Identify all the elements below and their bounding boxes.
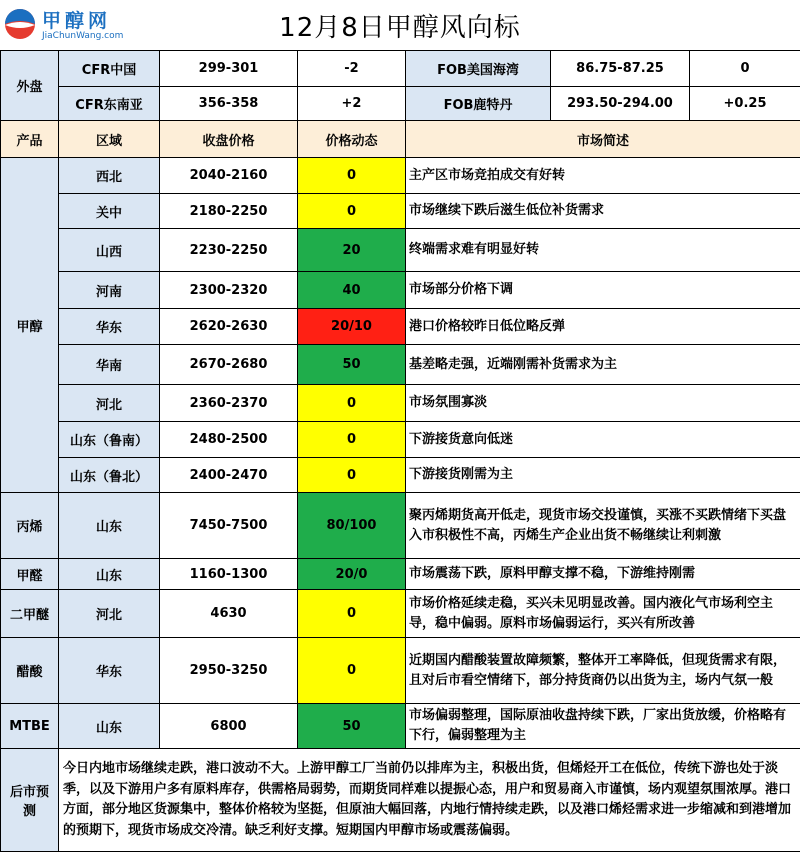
header-product: 产品 <box>1 121 59 158</box>
change-cell: 0 <box>298 638 406 704</box>
price-cell: 2360-2370 <box>160 385 298 422</box>
methanol-indicator-table <box>0 50 800 852</box>
summary-cell: 主产区市场竞拍成交有好转 <box>406 158 800 194</box>
price-cell: 2480-2500 <box>160 422 298 458</box>
product-row <box>1 559 800 590</box>
change-cell: 20/0 <box>298 559 406 590</box>
region-cell: 关中 <box>59 194 160 229</box>
summary-cell: 市场继续下跌后滋生低位补货需求 <box>406 194 800 229</box>
region-cell: 山东 <box>59 704 160 749</box>
market-price: 293.50-294.00 <box>551 87 690 121</box>
change-cell: 50 <box>298 704 406 749</box>
region-cell: 河南 <box>59 272 160 309</box>
market-change: +0.25 <box>690 87 800 121</box>
market-change: -2 <box>298 51 406 87</box>
price-cell: 2670-2680 <box>160 345 298 385</box>
price-cell: 2620-2630 <box>160 309 298 345</box>
summary-cell: 终端需求难有明显好转 <box>406 229 800 272</box>
product-label: MTBE <box>1 704 59 749</box>
product-row <box>1 493 800 559</box>
methanol-row <box>1 422 800 458</box>
methanol-row <box>1 158 800 194</box>
change-cell: 20/10 <box>298 309 406 345</box>
methanol-row <box>1 345 800 385</box>
change-cell: 0 <box>298 458 406 493</box>
methanol-row <box>1 194 800 229</box>
product-row <box>1 638 800 704</box>
region-cell: 山东（鲁北） <box>59 458 160 493</box>
region-cell: 华东 <box>59 638 160 704</box>
product-row <box>1 704 800 749</box>
forecast-row <box>1 749 800 852</box>
external-market-row <box>1 51 800 87</box>
price-cell: 1160-1300 <box>160 559 298 590</box>
change-cell: 0 <box>298 422 406 458</box>
market-price: 86.75-87.25 <box>551 51 690 87</box>
region-cell: 西北 <box>59 158 160 194</box>
price-cell: 4630 <box>160 590 298 638</box>
market-price: 356-358 <box>160 87 298 121</box>
change-cell: 0 <box>298 385 406 422</box>
market-name: FOB美国海湾 <box>406 51 551 87</box>
external-market-row <box>1 87 800 121</box>
region-cell: 山东 <box>59 559 160 590</box>
summary-cell: 市场部分价格下调 <box>406 272 800 309</box>
summary-cell: 港口价格较昨日低位略反弹 <box>406 309 800 345</box>
column-header-row <box>1 121 800 158</box>
methanol-row <box>1 309 800 345</box>
page-title: 12月8日甲醇风向标 <box>279 13 521 43</box>
region-cell: 华南 <box>59 345 160 385</box>
price-cell: 2950-3250 <box>160 638 298 704</box>
header-summary: 市场简述 <box>406 121 800 158</box>
summary-cell: 市场价格延续走稳，买兴未见明显改善。国内液化气市场利空主导，稳中偏弱。原料市场偏弱运行，买兴有所改善 <box>406 590 800 638</box>
market-name: CFR东南亚 <box>59 87 160 121</box>
forecast-label: 后市预测 <box>1 749 59 852</box>
product-label: 醋酸 <box>1 638 59 704</box>
product-label: 丙烯 <box>1 493 59 559</box>
product-label: 二甲醚 <box>1 590 59 638</box>
market-name: CFR中国 <box>59 51 160 87</box>
change-cell: 80/100 <box>298 493 406 559</box>
change-cell: 50 <box>298 345 406 385</box>
summary-cell: 聚丙烯期货高开低走，现货市场交投谨慎，买涨不买跌情绪下买盘入市积极性不高，丙烯生产企业出货不畅继续让利刺激 <box>406 493 800 559</box>
price-cell: 6800 <box>160 704 298 749</box>
price-cell: 2230-2250 <box>160 229 298 272</box>
region-cell: 山西 <box>59 229 160 272</box>
price-cell: 2180-2250 <box>160 194 298 229</box>
report-header <box>0 0 800 50</box>
methanol-row <box>1 458 800 493</box>
region-cell: 河北 <box>59 385 160 422</box>
change-cell: 0 <box>298 194 406 229</box>
market-change: +2 <box>298 87 406 121</box>
header-price: 收盘价格 <box>160 121 298 158</box>
region-cell: 山东（鲁南） <box>59 422 160 458</box>
market-price: 299-301 <box>160 51 298 87</box>
region-cell: 华东 <box>59 309 160 345</box>
methanol-row <box>1 385 800 422</box>
price-cell: 7450-7500 <box>160 493 298 559</box>
region-cell: 河北 <box>59 590 160 638</box>
market-name: FOB鹿特丹 <box>406 87 551 121</box>
change-cell: 0 <box>298 590 406 638</box>
forecast-text: 今日内地市场继续走跌，港口波动不大。上游甲醇工厂当前仍以排库为主，积极出货，但烯烃开工在低位，传统下游也处于淡季，以及下游用户多有原料库存，供需格局弱势，而期货同样难以提振心态，用户和贸易商入市谨慎，场内观望氛围浓厚。港口方面，部分地区货源集中，整体价格较为坚挺，但原油大幅回落，内地行情持续走跌，以及港口烯烃需求进一步缩减和到港增加的预期下，现货市场成交冷清。缺乏利好支撑。短期国内甲醇市场或震荡偏弱。 <box>59 749 800 852</box>
header-change: 价格动态 <box>298 121 406 158</box>
summary-cell: 市场氛围寡淡 <box>406 385 800 422</box>
summary-cell: 下游接货意向低迷 <box>406 422 800 458</box>
summary-cell: 市场偏弱整理，国际原油收盘持续下跌，厂家出货放缓，价格略有下行，偏弱整理为主 <box>406 704 800 749</box>
logo-url: JiaChunWang.com <box>42 31 124 41</box>
logo-text: 甲醇网 <box>42 10 112 32</box>
product-row <box>1 590 800 638</box>
price-cell: 2300-2320 <box>160 272 298 309</box>
region-cell: 山东 <box>59 493 160 559</box>
product-label: 甲醛 <box>1 559 59 590</box>
product-label-methanol: 甲醇 <box>1 158 59 493</box>
market-change: 0 <box>690 51 800 87</box>
change-cell: 40 <box>298 272 406 309</box>
summary-cell: 市场震荡下跌，原料甲醇支撑不稳，下游维持刚需 <box>406 559 800 590</box>
price-cell: 2400-2470 <box>160 458 298 493</box>
change-cell: 20 <box>298 229 406 272</box>
summary-cell: 近期国内醋酸装置故障频繁，整体开工率降低，但现货需求有限，且对后市看空情绪下，部分持货商仍以出货为主，场内气氛一般 <box>406 638 800 704</box>
price-cell: 2040-2160 <box>160 158 298 194</box>
external-market-label: 外盘 <box>1 51 59 121</box>
methanol-row <box>1 272 800 309</box>
methanol-row <box>1 229 800 272</box>
summary-cell: 下游接货刚需为主 <box>406 458 800 493</box>
summary-cell: 基差略走强，近端刚需补货需求为主 <box>406 345 800 385</box>
header-region: 区域 <box>59 121 160 158</box>
change-cell: 0 <box>298 158 406 194</box>
